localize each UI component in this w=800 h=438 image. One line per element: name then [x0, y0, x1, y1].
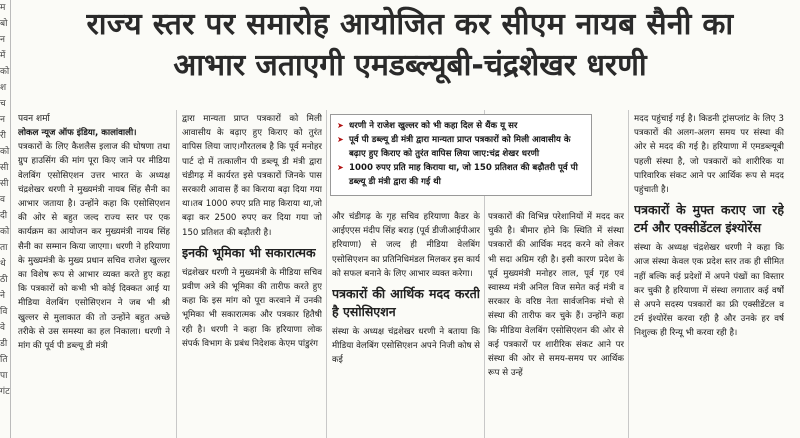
edge-fragment: थे [0, 259, 6, 269]
edge-fragment: ने [0, 291, 5, 301]
edge-fragment: को [0, 67, 10, 77]
edge-fragment: वि [0, 307, 8, 317]
edge-fragment: ठी [0, 275, 8, 285]
column-divider [628, 110, 629, 438]
edge-fragment: न [0, 35, 5, 45]
column-divider [326, 110, 327, 438]
article-column-5 [634, 112, 784, 438]
edge-fragment: को [0, 227, 10, 237]
adjacent-column-edge [0, 0, 11, 438]
subheading: इनकी भूमिका भी सकारात्मक [182, 244, 316, 260]
paragraph: पत्रकारों की विभिन्न परेशानियों में मदद कर चुकी है। बीमार होने कि स्थिति में संस्था पत्रकारों की आर्थिक मदद करने को लेकर भी सदा अग्रिम रही है। इसी कारण प्रदेश के पूर्व मुख्यमंत्री मनोहर लाल, पूर्व गृह एवं स्वास्थ्य मंत्री अनिल विज समेत कई मंत्री व सरकार के वरिष्ठ नेता सार्वजनिक मंचो से संस्था की तारीफ कर चुके हैं। उन्होंने कहा कि मीडिया वेलबिंग एसोसिएशन की ओर से कई पत्रकारों पर शारीरिक संकट आने पर संस्था की ओर से समय-समय पर आर्थिक रूप से उन्हें [488, 212, 624, 379]
paragraph: मदद पहुंचाई गई है। किडनी ट्रांसप्लांट के लिए 3 पत्रकारों की अलग-अलग समय पर संस्था की ओर से मदद की गई है। हरियाणा में एमडब्ल्यूबी पहली संस्था है, जो पत्रकारों को शारीरिक या पारिवारिक संकट आने पर आर्थिक रूप से मदद पहुंचाती है। [634, 114, 784, 196]
edge-fragment: पा [0, 371, 8, 381]
edge-fragment: दी [0, 211, 8, 221]
byline: पवन शर्मा [18, 114, 50, 124]
paragraph: पत्रकारों के लिए कैशलैस इलाज की घोषणा तथा ग्रुप हाउसिंग की मांग पूरा किए जाने पर मीडिया वेलबिंग एसोसिएशन उत्तर भारत के अध्यक्ष चंद्रशेखर धरणी ने मुख्यमंत्री नायब सिंह सैनी का आभार जताया है। उन्होंने कहा कि एसोसिएशन की ओर से बहुत जल्द राज्य स्तर पर एक कार्यक्रम का आयोजन कर मुख्यमंत्री नायब सिंह सैनी का सम्मान किया जाएगा। धरणी ने हरियाणा के मुख्यमंत्री के मुख्य प्रधान सचिव राजेश खुल्लर का विशेष रूप से आभार व्यक्त करते हुए कहा कि पत्रकारों को कभी भी कोई दिक्कत आई या मीडिया वेलबिंग एसोसिएशन ने जब भी श्री खुल्लर से मुलाकात की तो उन्होंने बहुत अच्छे तरीके से उस समस्या का हल निकाला। धरणी ने मांग की पूर्व पी डब्ल्यू डी मंत्री [18, 142, 170, 352]
edge-fragment: सी [0, 179, 9, 189]
highlight-item: ➤ पूर्व पी डब्ल्यू डी मंत्री द्वारा मान्यता प्राप्त पत्रकारों को मिली आवासीय के बढ़ाए हुए किराए को तुरंत वापिस लिया जाए:चंद्र शेखर धरणी [337, 133, 585, 161]
dateline: लोकल न्यूज ऑफ इंडिया, कालांवाली। [18, 128, 137, 138]
edge-fragment: ता [0, 243, 8, 253]
subheading: पत्रकारों के मुफ्त कराए जा रहे टर्म और एक्सीडेंटल इंश्योरेंस [634, 202, 784, 236]
highlights-box [330, 114, 592, 196]
edge-fragment: वे [0, 323, 6, 333]
edge-fragment: डी [0, 339, 8, 349]
headline [24, 4, 796, 86]
edge-fragment: म [0, 3, 6, 13]
edge-fragment: न [0, 115, 5, 125]
paragraph: द्वारा मान्यता प्राप्त पत्रकारों को मिली आवासीय के बढ़ाए हुए किराए को तुरंत वापिस लिया जाए।गौरतलब है कि पूर्व मनोहर पार्ट दो में तत्कालीन पी डब्ल्यू डी मंत्री द्वारा चंडीगढ़ में कार्यरत इसे पत्रकारों जिनके पास सरकारी आवास हैं का किराया बढ़ा दिया गया था।तब 1000 रुपए प्रति माह किराया था,जो बढ़ा कर 2500 रुपए कर दिया गया जो 150 प्रतिशत की बढ़ौतरी है। [182, 114, 322, 238]
edge-fragment: च [0, 99, 6, 109]
article-column-2 [182, 112, 322, 438]
article-column-1 [18, 112, 170, 438]
paragraph: और चंडीगढ़ के गृह सचिव हरियाणा कैडर के आईएएस मंदीप सिंह बराड़ (पूर्व डीजीआईपीआर हरियाणा) से जल्द ही मीडिया वेलबिंग एसोसिएशन का प्रतिनिधिमंडल मिलकर इस कार्य को सफल बनाने के लिए आभार व्यक्त करेगा। [332, 212, 480, 279]
edge-fragment: गंट [0, 387, 10, 397]
headline-line-2: आभार जताएगी एमडब्ल्यूबी-चंद्रशेखर धरणी [173, 48, 647, 83]
column-divider [176, 110, 177, 438]
paragraph: चंद्रशेखर धरणी ने मुख्यमंत्री के मीडिया सचिव प्रवीण अत्रे की भूमिका की तारीफ करते हुए कहा कि इस मांग को पूरा करवाने में उनकी भूमिका भी सकारात्मक और पत्रकार हितैषी रही है। धरणी ने कहा कि हरियाणा लोक संपर्क विभाग के प्रबंध निदेशक केएम पांडुरंग [182, 267, 322, 349]
subheading: पत्रकारों की आर्थिक मदद करती है एसोसिएशन [332, 286, 480, 320]
edge-fragment: री [0, 131, 7, 141]
article-column-4 [488, 210, 624, 438]
edge-fragment: श [0, 83, 7, 93]
paragraph: संस्था के अध्यक्ष चंद्रशेखर धरणी ने कहा कि आज संस्था केवल एक प्रदेश स्तर तक ही सीमित नहीं बल्कि कई प्रदेशों में अपने पंखों का विस्तार कर चुकी है हरियाणा में संस्था लगातार कई वर्षों से अपने सदस्य पत्रकारों का फ्री एक्सीडेंटल व टर्म इंश्योरेंस करवा रही है और उनके हर वर्ष निशुल्क ही रिन्यू भी करवा रही है। [634, 243, 784, 339]
highlight-item: ➤ धरणी ने राजेश खुल्लर को भी कहा दिल से थैंक यू सर [337, 119, 585, 133]
edge-fragment: ति [0, 355, 8, 365]
edge-fragment: में [0, 51, 6, 61]
headline-line-1: राज्य स्तर पर समारोह आयोजित कर सीएम नायब सैनी का [86, 7, 734, 42]
article-column-3 [332, 210, 480, 438]
edge-fragment: सी [0, 163, 9, 173]
edge-fragment: बो [0, 19, 8, 29]
edge-fragment: को [0, 147, 10, 157]
edge-fragment: व [0, 195, 6, 205]
highlight-item: ➤ 1000 रुपए प्रति माह किराया था, जो 150 प्रतिशत की बढ़ौतरी पूर्व पी डब्ल्यू डी मंत्री द्वारा की गई थी [337, 161, 585, 189]
paragraph: संस्था के अध्यक्ष चंद्रशेखर धरणी ने बताया कि मीडिया वेलबिंग एसोसिएशन अपने निजी कोष से कई [332, 327, 480, 366]
